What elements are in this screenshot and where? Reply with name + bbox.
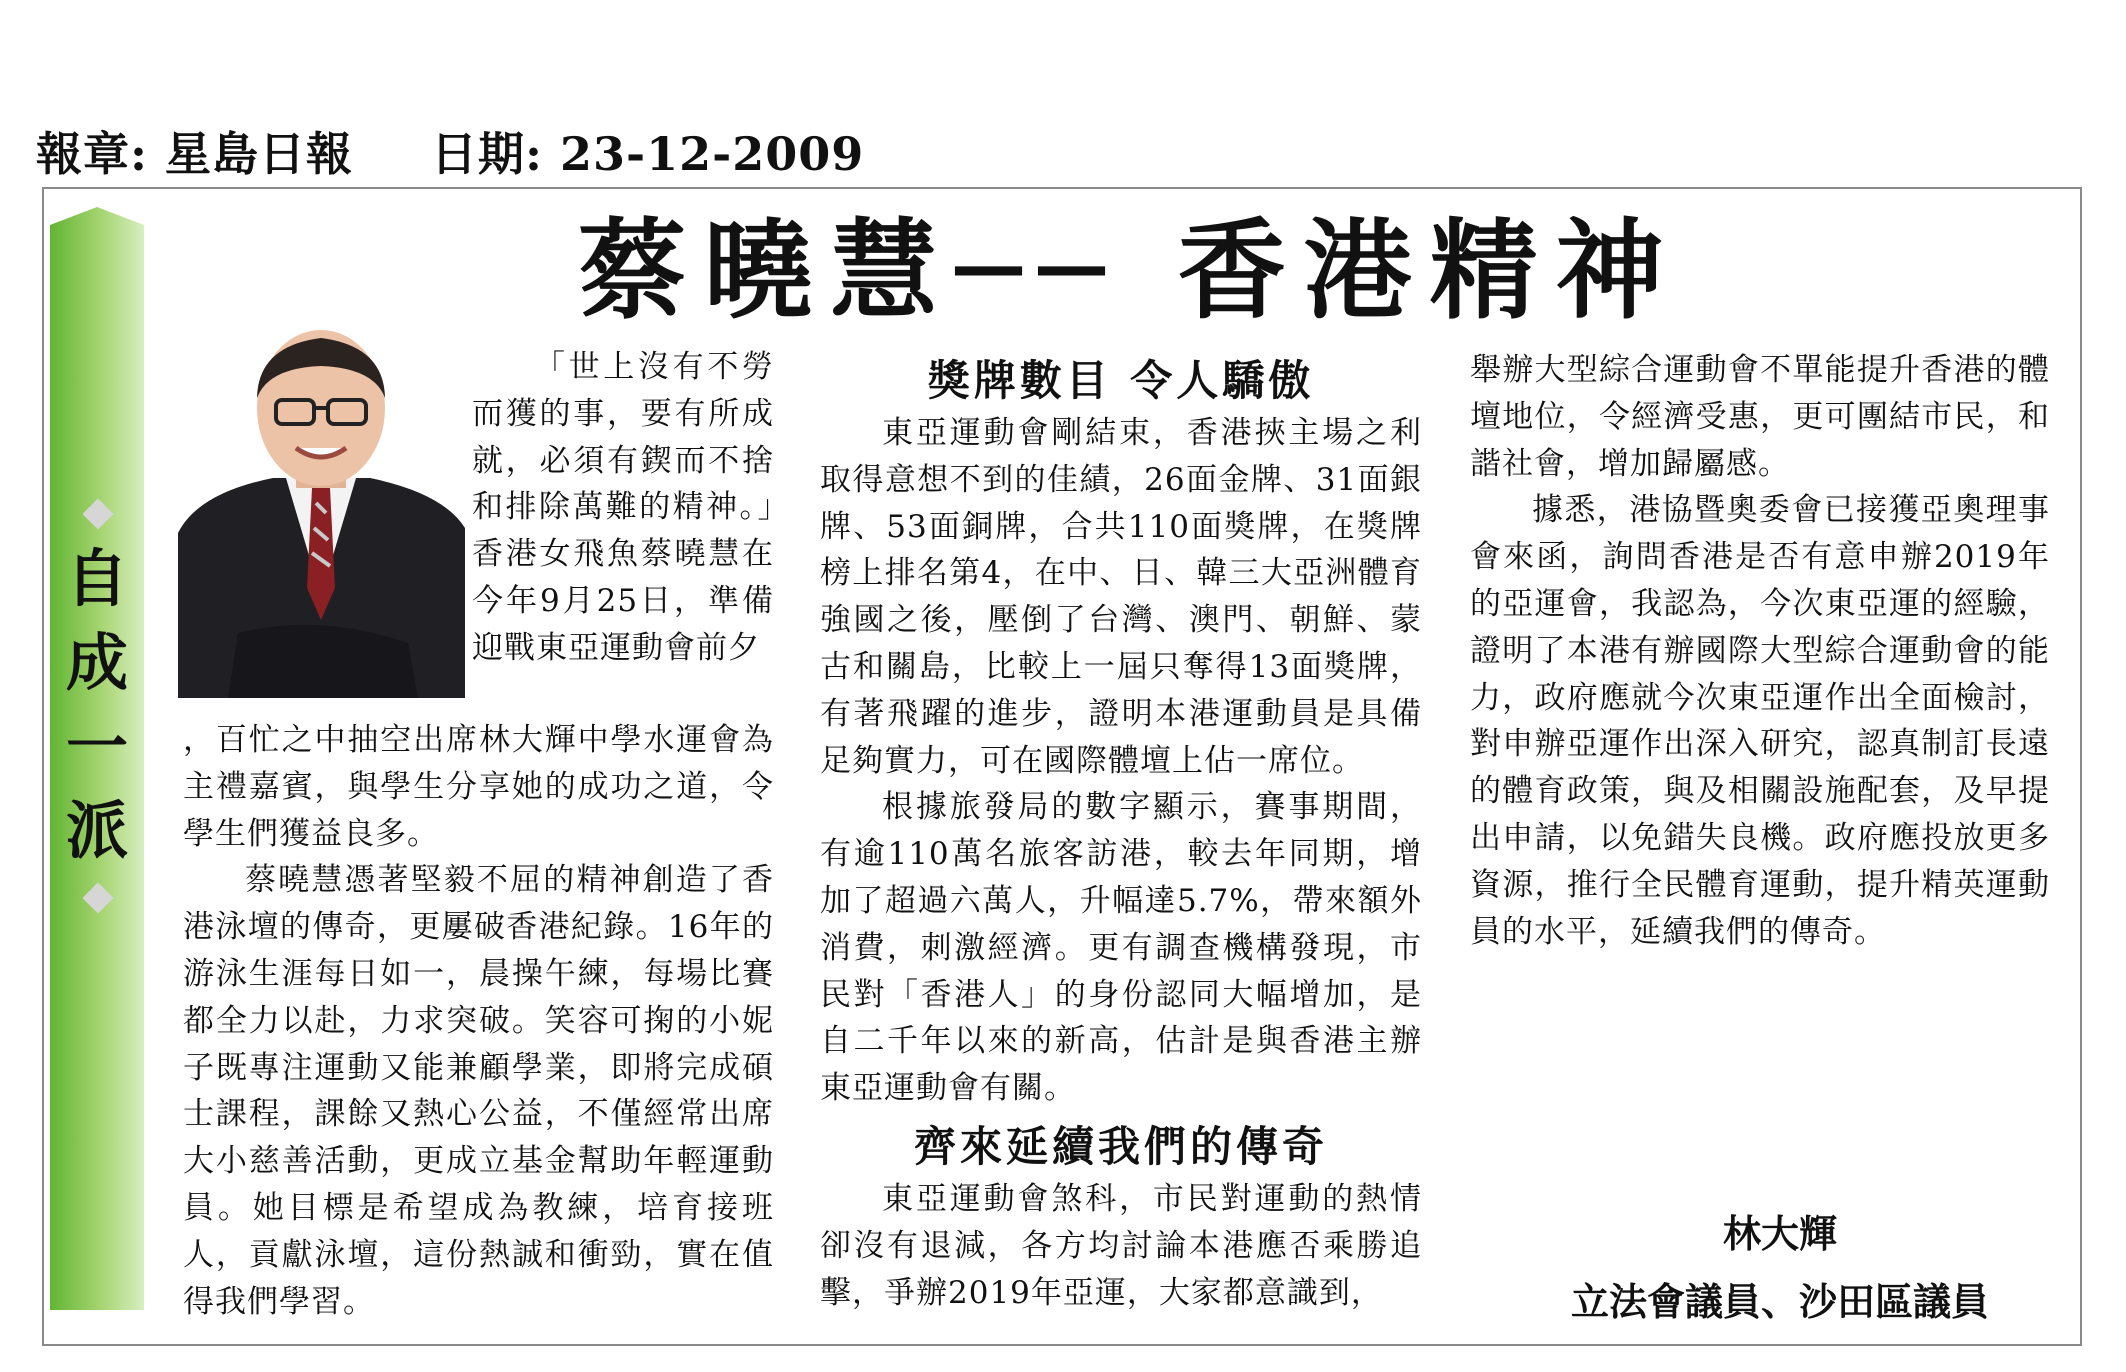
paragraph: ，百忙之中抽空出席林大輝中學水運會為主禮嘉賓，與學生分享她的成功之道，令學生們獲益良多。	[183, 722, 774, 852]
col2	[820, 352, 1422, 1316]
col3	[1470, 347, 2050, 955]
col1-body	[183, 717, 774, 1325]
banner-char: 自	[65, 542, 128, 615]
paper-label: 報章: 星島日報	[36, 127, 353, 181]
newspaper-info	[36, 118, 864, 184]
author-portrait	[178, 328, 465, 698]
author-name: 林大輝	[1722, 1212, 1837, 1256]
diamond-icon	[82, 498, 113, 529]
paragraph: 東亞運動會剛結束，香港挾主場之利取得意想不到的佳績，26面金牌、31面銀牌、53面銅牌，合共110面獎牌，在獎牌榜上排名第4，在中、日、韓三大亞洲體育強國之後，壓倒了台灣、澳門、朝鮮、蒙古和關島，比較上一屆只奪得13面獎牌，有著飛躍的進步，證明本港運動員是具備足夠實力，可在國際體壇上佔一席位。	[820, 415, 1422, 779]
subheading: 齊來延續我們的傳奇	[913, 1121, 1328, 1171]
paragraph: 蔡曉慧憑著堅毅不屈的精神創造了香港泳壇的傳奇，更屢破香港紀錄。16年的游泳生涯每日如一，晨操午練，每場比賽都全力以赴，力求突破。笑容可掬的小妮子既專注運動又能兼顧學業，即將完成碩士課程，課餘又熱心公益，不僅經常出席大小慈善活動，更成立基金幫助年輕運動員。她目標是希望成為教練，培育接班人，貢獻泳壇，這份熱誠和衝勁，實在值得我們學習。	[183, 862, 774, 1320]
date-label: 日期: 23-12-2009	[431, 127, 865, 181]
col1-intro	[472, 344, 774, 672]
diamond-icon	[82, 882, 113, 913]
paragraph: 「世上沒有不勞而獲的事，要有所成就，必須有鍥而不捨和排除萬難的精神。」香港女飛魚蔡曉慧在今年9月25日，準備迎戰東亞運動會前夕	[472, 349, 774, 666]
author-signature	[1530, 1200, 2030, 1336]
subheading: 獎牌數目 令人驕傲	[927, 356, 1315, 405]
paragraph: 據悉，港協暨奧委會已接獲亞奧理事會來函，詢問香港是否有意申辦2019年的亞運會，我認為，今次東亞運的經驗，證明了本港有辦國際大型綜合運動會的能力，政府應就今次東亞運作出全面檢討，對申辦亞運作出深入研究，認真制訂長遠的體育政策，與及相關設施配套，及早提出申請，以免錯失良機。政府應投放更多資源，推行全民體育運動，提升精英運動員的水平，延續我們的傳奇。	[1470, 492, 2050, 950]
paragraph: 東亞運動會煞科，市民對運動的熱情卻沒有退減，各方均討論本港應否乘勝追擊，爭辦2019年亞運，大家都意識到，	[820, 1180, 1422, 1311]
column-banner	[50, 207, 144, 1310]
banner-char: 一	[65, 710, 128, 783]
paragraph: 舉辦大型綜合運動會不單能提升香港的體壇地位，令經濟受惠，更可團結市民，和諧社會，增加歸屬感。	[1470, 352, 2050, 482]
article-title: 蔡曉慧── 香港精神	[578, 208, 1682, 334]
banner-char: 派	[65, 794, 128, 867]
paragraph: 根據旅發局的數字顯示，賽事期間，有逾110萬名旅客訪港，較去年同期，增加了超過六萬人，升幅達5.7%，帶來額外消費，刺激經濟。更有調查機構發現，市民對「香港人」的身份認同大幅增加，是自二千年以來的新高，估計是與香港主辦東亞運動會有關。	[820, 789, 1422, 1107]
author-title: 立法會議員、沙田區議員	[1570, 1280, 1989, 1324]
banner-char: 成	[65, 626, 128, 699]
